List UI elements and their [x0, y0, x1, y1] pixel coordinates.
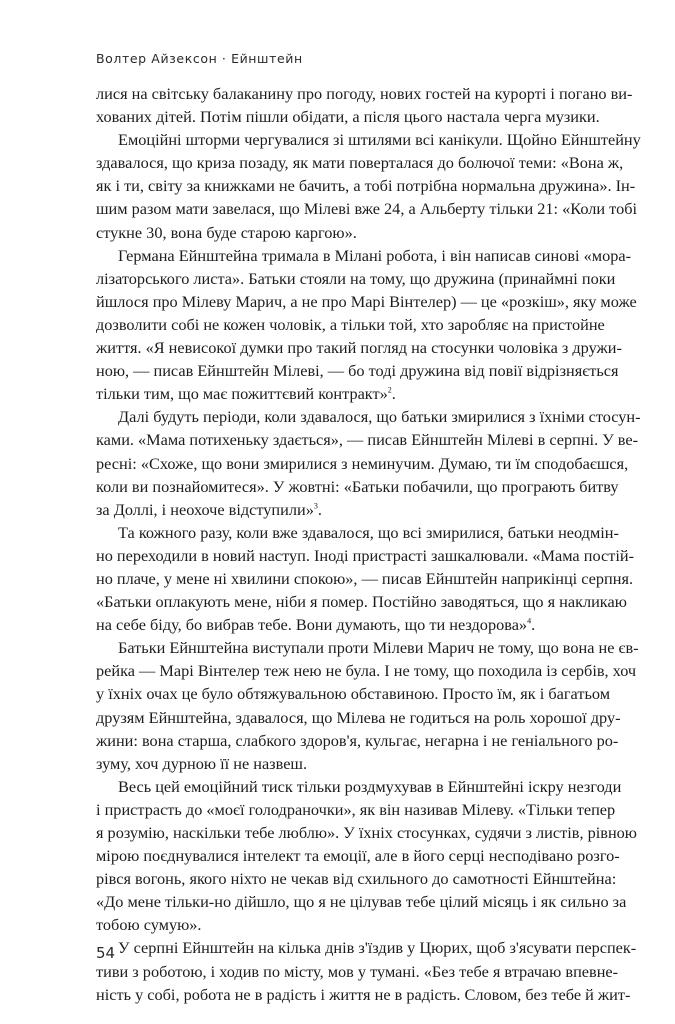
text-line: тиви з роботою, і ходив по місту, мов у тумані. «Без тебе я втрачаю впевне-: [96, 961, 619, 981]
page-number: 54: [96, 944, 116, 962]
paragraph: [96, 521, 634, 636]
line-text: за Доллі, і неохоче відступили»: [96, 499, 314, 519]
text-line: ками. «Мама потихеньку здається», — писав Ейнштейн Мілеві в серпні. У ве-: [96, 430, 639, 450]
text-line: Емоційні шторми чергувалися зі штилями всі канікули. Щойно Ейнштейну: [118, 130, 641, 150]
text-line: Весь цей емоційний тиск тільки роздмухував в Ейнштейні іскру незгоди: [118, 776, 622, 796]
paragraph: [96, 82, 633, 128]
paragraph: [96, 405, 641, 520]
text-line: лізаторського листа». Батьки стояли на тому, що дружина (принаймні поки: [96, 268, 616, 288]
text-line: У серпні Ейнштейн на кілька днів з'їздив у Цюрих, щоб з'ясувати перспек-: [118, 938, 637, 958]
paragraph: [96, 128, 641, 243]
text-line: як і ти, світу за книжками не бачить, а тобі потрібна нормальна дружина». Ін-: [96, 176, 636, 196]
text-line: тобою сумую».: [96, 915, 202, 935]
text-line: і пристрасть до «моєї голодраночки», як він називав Мілеву. «Тільки тепер: [96, 799, 616, 819]
text-line: Та кожного разу, коли вже здавалося, що всі змирилися, батьки неодмін-: [118, 522, 619, 542]
text-line: «До мене тільки-но дійшло, що я не цілував тебе цілий місяць і як сильно за: [96, 892, 627, 912]
text-line: на себе біду, бо вибрав тебе. Вони думають, що ти нездорова»$^4$.: [96, 615, 536, 635]
text-line: мірою поєднувалися інтелект та емоції, але в його серці несподівано розго-: [96, 846, 620, 866]
text-line: у їхніх очах це було обтяжувальною обставиною. Просто їм, як і багатьом: [96, 684, 611, 704]
text-line: ність у собі, робота не в радість і життя не в радість. Словом, без тебе й жит-: [96, 984, 631, 1004]
text-line: друзям Ейнштейна, здавалося, що Мілева не годиться на роль хорошої дру-: [96, 707, 621, 727]
text-line: но плаче, у мене ні хвилини спокою», — писав Ейнштейн наприкінці серпня.: [96, 568, 634, 588]
text-line: Батьки Ейнштейна виступали проти Мілеви Марич не тому, що вона не єв-: [118, 638, 639, 658]
footnote-ref[interactable]: 3: [313, 501, 318, 511]
text-line: стукне 30, вона буде старою каргою».: [96, 222, 357, 242]
text-line: рівся вогонь, якого ніхто не чекав від схильного до самотності Ейнштейна:: [96, 869, 617, 889]
text-line: ною, — писав Ейнштейн Мілеві, — бо тоді дружина від повії відрізняється: [96, 361, 619, 381]
footnote-ref[interactable]: 4: [527, 616, 532, 626]
text-line: рейка — Марі Вінтелер теж нею не була. І не тому, що походила із сербів, хоч: [96, 661, 637, 681]
paragraph: [96, 636, 639, 775]
paragraph: [96, 936, 637, 1005]
line-text: тільки тим, що має пожиттєвий контракт»: [96, 384, 388, 404]
footnote-ref[interactable]: 2: [387, 385, 392, 395]
text-line: йшлося про Мілеву Марич, а не про Марі Вінтелер) — це «розкіш», яку може: [96, 291, 637, 311]
text-line: Германа Ейнштейна тримала в Мілані робота, і він написав синові «мора-: [118, 245, 632, 265]
text-line: жини: вона старша, слабкого здоров'я, кульгає, негарна і не геніального ро-: [96, 730, 619, 750]
line-text: на себе біду, бо вибрав тебе. Вони думають, що ти нездорова»: [96, 615, 528, 635]
body-text: [96, 82, 641, 1006]
text-line: дозволити собі не кожен чоловік, а тільки той, хто заробляє на пристойне: [96, 314, 605, 334]
text-line: шим разом мати завелася, що Мілеві вже 24, а Альберту тільки 21: «Коли тобі: [96, 199, 638, 219]
text-line: життя. «Я невисокої думки про такий погляд на стосунки чоловіка з дружи-: [96, 338, 622, 358]
text-line: здавалося, що криза позаду, як мати поверталася до болючої теми: «Вона ж,: [96, 153, 624, 173]
text-line: но переходили в новий наступ. Іноді пристрасті зашкалювали. «Мама постій-: [96, 545, 634, 565]
text-line: лися на світську балаканину про погоду, нових гостей на курорті і погано ви-: [96, 84, 633, 103]
text-line: коли ви познайомитеся». У жовтні: «Батьки побачили, що програють битву: [96, 476, 619, 496]
text-line: тільки тим, що має пожиттєвий контракт»$^2$.: [96, 384, 396, 404]
text-line: за Доллі, і неохоче відступили»$^3$.: [96, 499, 322, 519]
text-line: зуму, хоч дурною її не назвеш.: [96, 753, 308, 773]
text-line: ресні: «Схоже, що вони змирилися з неминучим. Думаю, ти їм сподобаєшся,: [96, 453, 629, 473]
paragraph: [96, 775, 637, 937]
text-line: Далі будуть періоди, коли здавалося, що батьки змирилися з їхніми стосун-: [118, 407, 641, 427]
text-line: «Батьки оплакують мене, ніби я помер. Постійно заводяться, що я накликаю: [96, 592, 627, 612]
text-line: я розумію, наскільки тебе люблю». У їхніх стосунках, судячи з листів, рівною: [96, 823, 637, 842]
running-head: Волтер Айзексон · Ейнштейн: [96, 51, 303, 66]
paragraph: [96, 244, 637, 406]
text-line: хованих дітей. Потім пішли обідати, а після цього настала черга музики.: [96, 107, 600, 127]
